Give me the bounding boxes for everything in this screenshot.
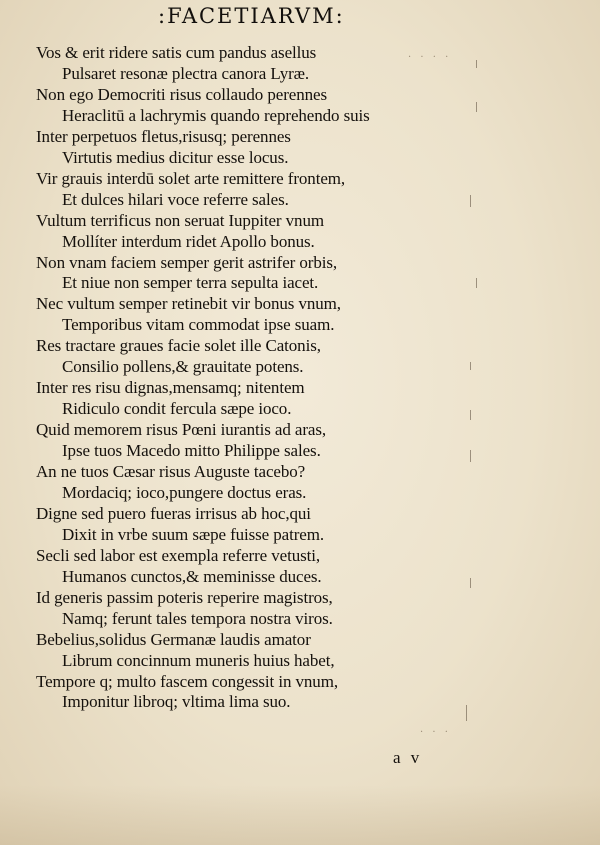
running-head-text: FACETIARVM — [167, 4, 336, 28]
running-head — [158, 4, 345, 28]
verse-line: Res tractare graues facie solet ille Catonis, — [36, 336, 321, 356]
verse-line: Et dulces hilari voce referre sales. — [62, 189, 289, 209]
verse-line: Id generis passim poteris reperire magistros, — [36, 587, 333, 607]
show-through-mark — [476, 60, 477, 68]
verse-line: Inter res risu dignas,mensamq; nitentem — [36, 378, 305, 398]
verse-line: Digne sed puero fueras irrisus ab hoc,qui — [36, 503, 311, 523]
verse-line: Dixit in vrbe suum sæpe fuisse patrem. — [62, 524, 325, 544]
verse-line: Librum concinnum muneris huius habet, — [62, 650, 335, 670]
running-head-right-ornament: : — [335, 4, 345, 28]
show-through-mark — [470, 410, 471, 420]
verse-line: Non ego Democriti risus collaudo perennes — [36, 84, 327, 104]
verse-line: Et niue non semper terra sepulta iacet. — [62, 273, 319, 293]
verse-line: Consilio pollens,& grauitate potens. — [62, 357, 304, 377]
verse-line: An ne tuos Cæsar risus Auguste tacebo? — [36, 462, 306, 481]
verse-line: Ridiculo condit fercula sæpe ioco. — [62, 399, 292, 419]
show-through-mark — [470, 362, 471, 370]
verse-line: Vir grauis interdū solet arte remittere frontem, — [36, 168, 346, 188]
verse-line: Secli sed labor est exempla referre vetusti, — [36, 545, 321, 565]
verse-line: Nec vultum semper retinebit vir bonus vnum, — [36, 294, 341, 314]
verse-line: Ipse tuos Macedo mitto Philippe sales. — [62, 441, 321, 461]
verse-line: Temporibus vitam commodat ipse suam. — [62, 315, 335, 335]
show-through-mark — [470, 450, 471, 462]
verse-line: Virtutis medius dicitur esse locus. — [62, 147, 289, 167]
verse-line: Mollíter interdum ridet Apollo bonus. — [62, 231, 315, 251]
verse-line: Namq; ferunt tales tempora nostra viros. — [62, 608, 333, 628]
running-head-left-ornament: : — [158, 4, 168, 28]
verse-line: Tempore q; multo fascem congessit in vnum, — [36, 671, 338, 691]
show-through-mark — [466, 705, 467, 721]
signature-mark: a v — [393, 748, 423, 767]
verse-line: Heraclitū a lachrymis quando reprehendo suis — [62, 105, 370, 125]
show-through-dots: · · · — [420, 727, 451, 738]
verse-line: Pulsaret resonæ plectra canora Lyræ. — [62, 63, 310, 83]
verse-line: Humanos cunctos,& meminisse duces. — [62, 566, 322, 586]
show-through-dots: · · · · — [408, 52, 452, 63]
verse-line: Mordaciq; ioco,pungere doctus eras. — [62, 482, 307, 502]
verse-line: Non vnam faciem semper gerit astrifer orbis, — [36, 252, 338, 272]
verse-line: Vos & erit ridere satis cum pandus asellus — [36, 43, 317, 62]
show-through-mark — [470, 195, 471, 207]
verse-line: Imponitur libroq; vltima lima suo. — [62, 692, 291, 712]
verse-line: Quid memorem risus Pœni iurantis ad aras, — [36, 420, 327, 440]
verse-line: Vultum terrificus non seruat Iuppiter vnum — [36, 210, 324, 230]
show-through-mark — [470, 578, 471, 588]
verse-line: Inter perpetuos fletus,risusq; perennes — [36, 126, 291, 146]
show-through-mark — [476, 102, 477, 112]
show-through-mark — [476, 278, 477, 288]
verse-line: Bebelius,solidus Germanæ laudis amator — [36, 629, 311, 649]
